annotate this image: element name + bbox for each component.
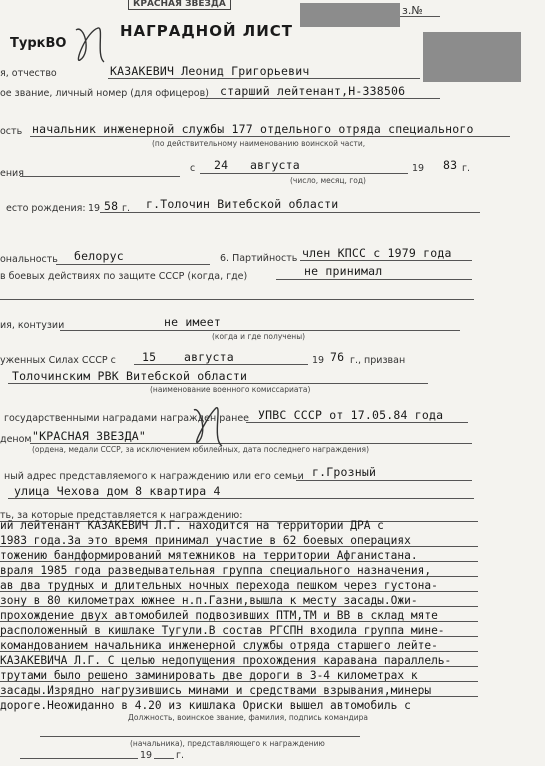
awards-line2: [30, 443, 472, 444]
combat-line-2: [0, 299, 474, 300]
nationality-value: белорус: [74, 249, 124, 263]
birth-year-prefix: 19: [88, 203, 101, 214]
wounds-label: ия, контузии: [0, 320, 65, 331]
service-day: 15: [142, 350, 157, 364]
narrative-rule: [0, 651, 478, 652]
wounds-line: [60, 330, 460, 331]
service-rvk: Толочинским РВК Витебской области: [12, 369, 248, 383]
position-note: (по действительному наименованию воинской части,: [152, 139, 366, 148]
fio-value: КАЗАКЕВИЧ Леонид Григорьевич: [110, 64, 310, 78]
service-year-prefix: 19: [312, 355, 325, 366]
since-date-line: [200, 173, 408, 174]
service-suffix: г., призван: [350, 355, 406, 366]
since-c: с: [190, 163, 196, 174]
document-title: НАГРАДНОЙ ЛИСТ: [120, 22, 294, 40]
awards-label: государственными наградами награжден ранее: [4, 413, 250, 424]
narrative-line: зону в 80 километрах южнее н.п.Газни,вышла к месту засады.Ожи-: [0, 594, 418, 607]
commander-note: Должность, воинское звание, фамилия, подпись командира: [128, 713, 368, 722]
narrative-line: тожению бандформирований мятежников на территории Афганистана.: [0, 549, 418, 562]
combat-value: не принимал: [304, 264, 383, 278]
chief-note: (начальника), представляющего к награждению: [130, 739, 325, 748]
commander-line: [40, 736, 360, 737]
birth-year: 58: [104, 199, 119, 213]
narrative-rule: [0, 636, 478, 637]
narrative-line: засады.Изрядно нагрузившись минами и средствами взрывания,минеры: [0, 684, 432, 697]
nationality-label: ональность: [0, 254, 58, 265]
narrative-rule: [0, 561, 478, 562]
award-stamp: КРАСНАЯ ЗВЕЗДА: [128, 0, 231, 10]
narrative-rule: [0, 621, 478, 622]
position-value: начальник инженерной службы 177 отдельного отряда специального: [32, 122, 474, 136]
since-label: ения: [0, 168, 24, 179]
birth-place: г.Толочин Витебской области: [146, 197, 339, 211]
photo-redaction: [423, 32, 521, 82]
awards-line2-value: "КРАСНАЯ ЗВЕЗДА": [32, 429, 146, 443]
corner-code: з.№: [402, 4, 423, 17]
address-line: [296, 480, 472, 481]
unit-code: ТуркВО: [10, 36, 67, 51]
awards-value: УПВС СССР от 17.05.84 года: [258, 408, 444, 422]
corner-line: [400, 16, 440, 17]
signature-scribble: [70, 22, 110, 66]
footer-year-prefix: 19: [140, 750, 153, 761]
combat-line: [276, 279, 472, 280]
narrative-line: 1983 года.За это время принимал участие в 62 боевых операциях: [0, 534, 411, 547]
combat-label: в боевых действиях по защите СССР (когда, где): [0, 271, 248, 282]
birth-line: [100, 212, 480, 213]
narrative-rule: [0, 696, 478, 697]
narrative-line: дороге.Неожиданно в 4.20 из кишлака Ориски вышел автомобиль с: [0, 699, 411, 712]
narrative-line: ий лейтенант КАЗАКЕВИЧ Л.Г. находится на территории ДРА с: [0, 519, 384, 532]
party-value: член КПСС с 1979 года: [302, 246, 452, 260]
narrative-rule: [0, 546, 478, 547]
feat-label: ть, за которые представляется к награждению:: [0, 510, 243, 521]
since-year-prefix: 19: [412, 163, 425, 174]
address-label: ный адрес представляемого к награждению или его семьи: [4, 471, 304, 482]
date-day-line: [20, 758, 138, 759]
fio-line: [108, 78, 420, 79]
awards-line2-prefix: деном: [0, 434, 32, 445]
since-blank-line: [20, 176, 180, 177]
rank-line: [200, 98, 440, 99]
since-year: 83: [443, 158, 458, 172]
position-line: [30, 136, 510, 137]
rank-label: ое звание, личный номер (для офицеров): [0, 88, 209, 99]
service-year: 76: [330, 350, 345, 364]
address-street: улица Чехова дом 8 квартира 4: [14, 484, 221, 498]
footer-year-suffix: г.: [176, 750, 185, 761]
narrative-rule: [0, 681, 478, 682]
rank-value: старший лейтенант,Н-338506: [220, 84, 406, 98]
redaction-top: [300, 3, 400, 27]
since-note: (число, месяц, год): [290, 176, 366, 185]
birth-year-suffix: г.: [122, 203, 131, 214]
narrative-rule: [0, 666, 478, 667]
service-month: августа: [184, 350, 234, 364]
address-street-line: [8, 498, 474, 499]
narrative-rule: [0, 591, 478, 592]
party-line: [300, 260, 472, 261]
wounds-value: не имеет: [164, 315, 221, 329]
service-label: уженных Силах СССР с: [0, 355, 116, 366]
awards-line: [246, 422, 468, 423]
narrative-line: командованием начальника инженерной службы отряда старшего лейте-: [0, 639, 438, 652]
signature-scribble-2: [190, 404, 226, 448]
narrative-line: трутами было решено заминировать две дороги в 3-4 километрах к: [0, 669, 418, 682]
party-label: 6. Партийность: [220, 253, 298, 264]
service-date-line: [134, 364, 308, 365]
narrative-rule: [0, 576, 478, 577]
service-rvk-line: [8, 383, 428, 384]
narrative-line: расположенный в кишлаке Тугули.В состав РГСПН входила группа мине-: [0, 624, 445, 637]
date-year-line: [154, 758, 174, 759]
narrative-line: ав два трудных и длительных ночных перехода пешком через густона-: [0, 579, 438, 592]
narrative-line: прохождение двух автомобилей подвозивших ПТМ,ТМ и ВВ в склад мяте: [0, 609, 438, 622]
nationality-line: [56, 264, 210, 265]
service-rvk-note: (наименование военного комиссариата): [150, 385, 311, 394]
narrative-line: КАЗАКЕВИЧА Л.Г. С целью недопущения прохождения каравана параллель-: [0, 654, 452, 667]
address-city: г.Грозный: [312, 465, 377, 479]
fio-label: я, отчество: [0, 68, 57, 79]
narrative-line: враля 1985 года разведывательная группа специального назначения,: [0, 564, 432, 577]
position-label: ость: [0, 126, 23, 137]
narrative-rule: [0, 606, 478, 607]
since-month: августа: [250, 158, 300, 172]
wounds-note: (когда и где получены): [212, 332, 306, 341]
awards-note: (ордена, медали СССР, за исключением юбилейных, дата последнего награждения): [32, 445, 369, 454]
birth-label: есто рождения:: [6, 203, 86, 214]
since-day: 24: [214, 158, 229, 172]
since-suffix: г.: [462, 163, 471, 174]
